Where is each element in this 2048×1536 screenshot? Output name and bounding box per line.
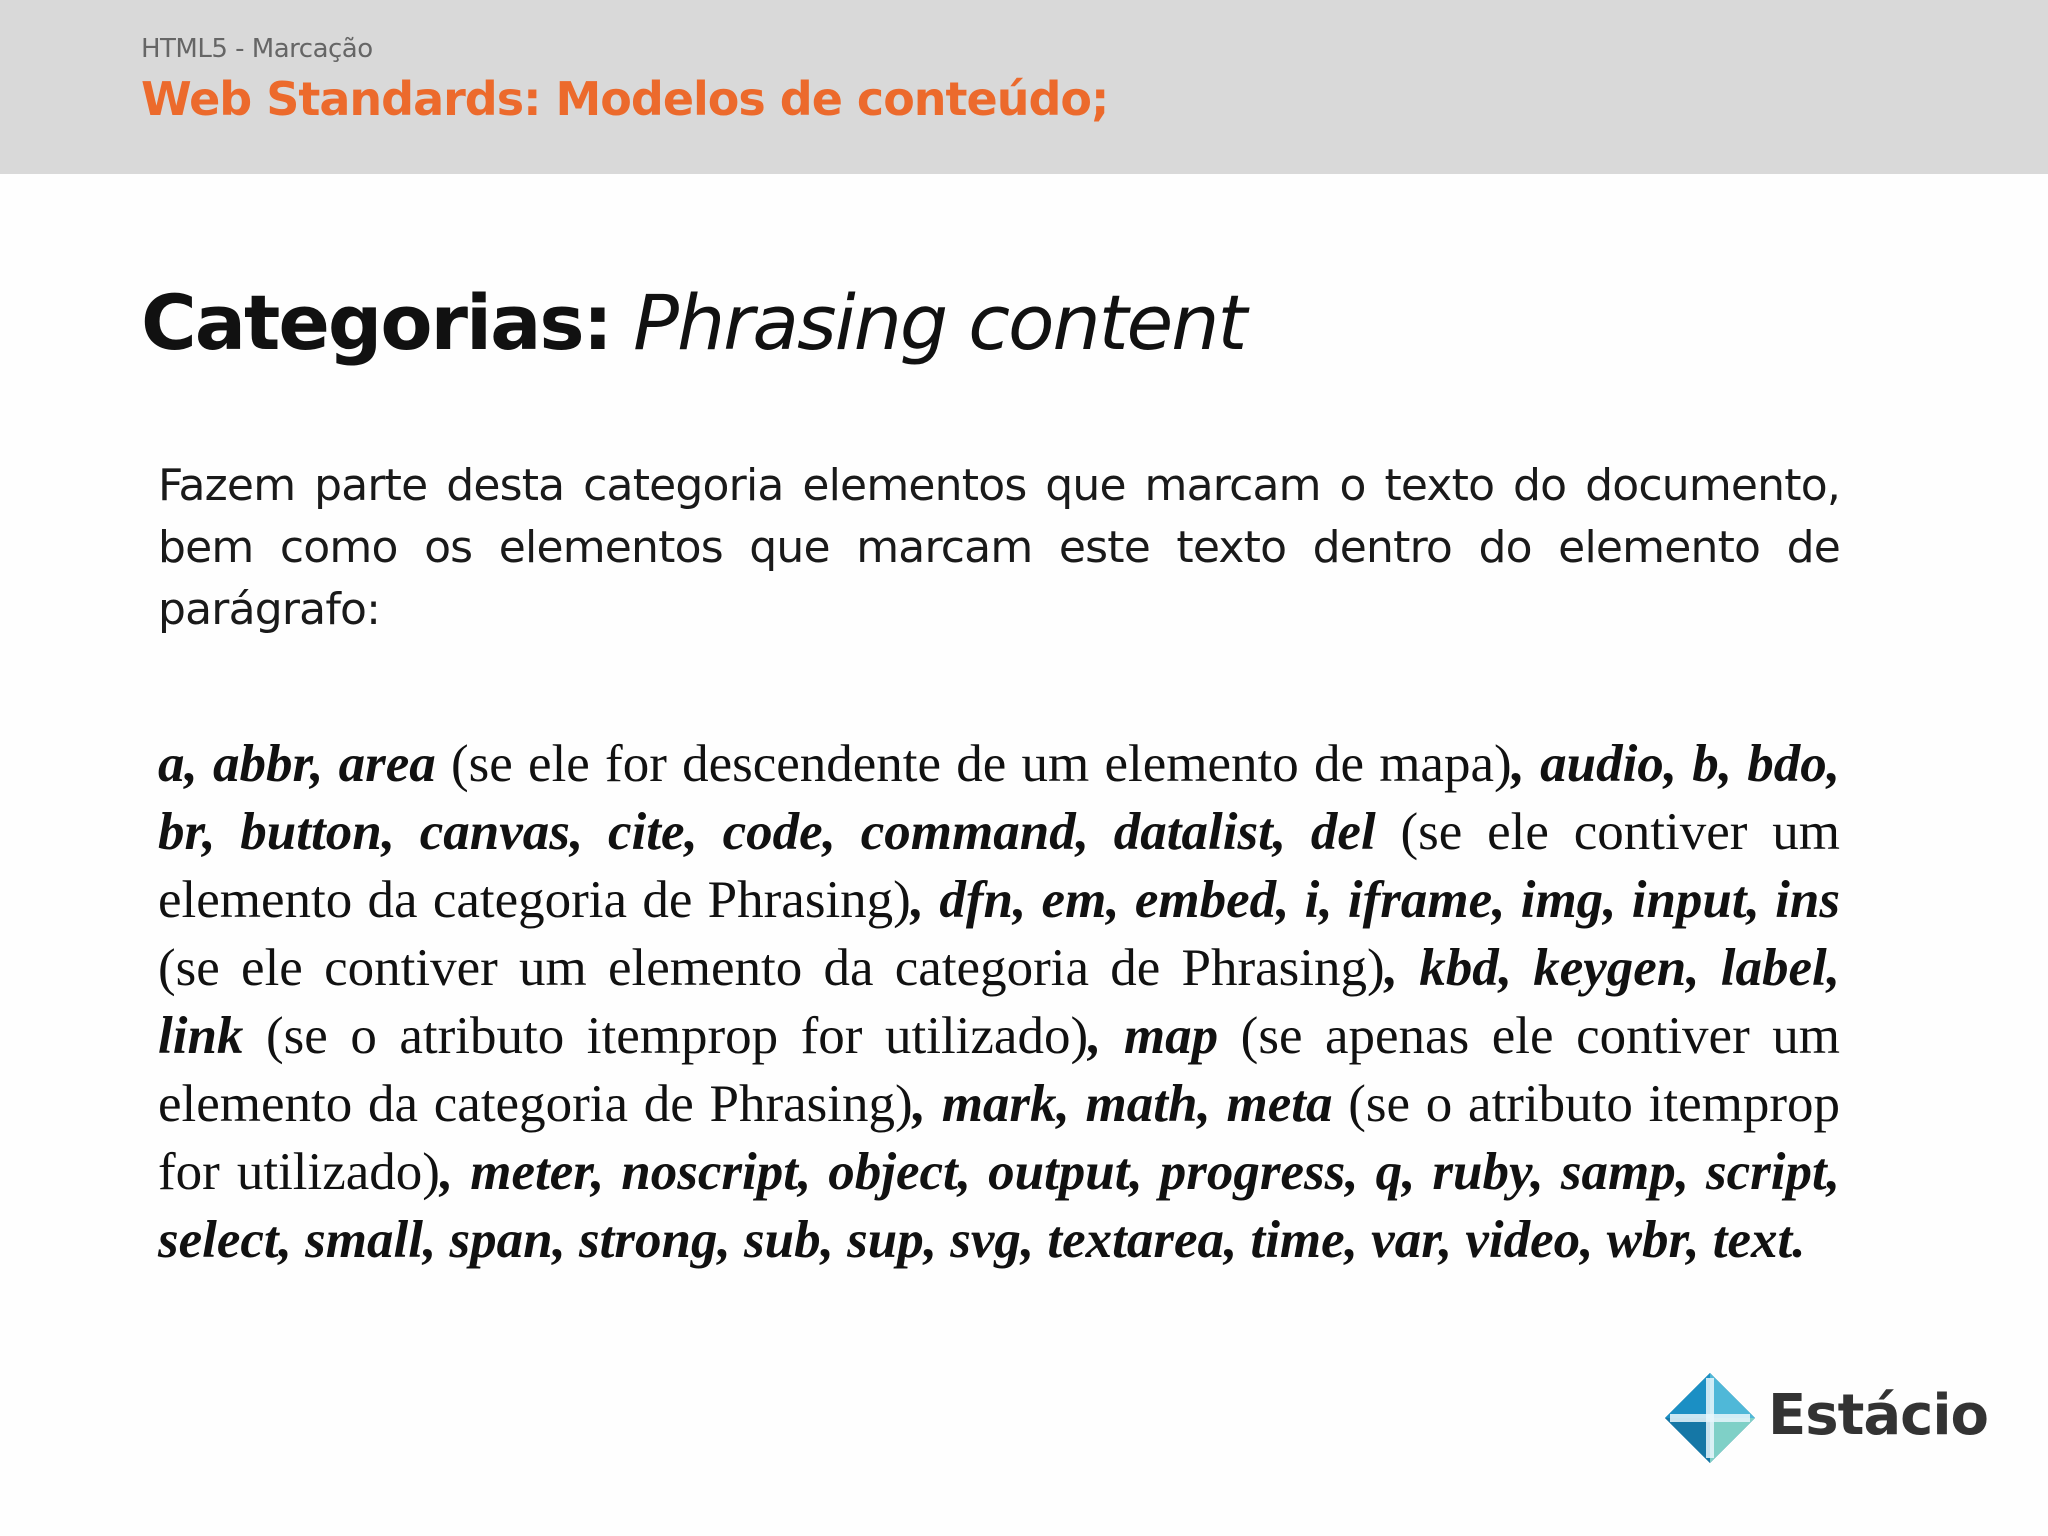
element-note: (se o atributo itemprop for utilizado) <box>158 1075 1840 1201</box>
slide-title: Web Standards: Modelos de conteúdo; <box>141 72 1109 126</box>
element-note: (se ele contiver um elemento da categoria de Phrasing) <box>158 803 1840 929</box>
elements-paragraph <box>158 730 1840 1274</box>
element-names: , audio, b, bdo, br, button, canvas, cite, code, command, datalist, del <box>158 735 1840 861</box>
element-names: , kbd, keygen, label, link <box>158 939 1840 1065</box>
page-heading <box>141 278 1245 367</box>
intro-paragraph: Fazem parte desta categoria elementos que marcam o texto do documento, bem como os elementos que marcam este texto dentro do elemento de parágrafo: <box>158 460 1840 635</box>
heading-topic: Phrasing content <box>633 278 1246 367</box>
element-note: (se o atributo itemprop for utilizado) <box>243 1007 1089 1065</box>
diamond-logo-icon <box>1665 1373 1755 1463</box>
element-names: , map <box>1088 1007 1219 1065</box>
element-note: (se ele for descendente de um elemento de mapa) <box>435 735 1512 793</box>
element-names: , mark, math, meta <box>912 1075 1333 1133</box>
logo-text: Estácio <box>1768 1383 1989 1448</box>
element-names: , dfn, em, embed, i, iframe, img, input, ins <box>910 871 1840 929</box>
element-names: , meter, noscript, object, output, progress, q, ruby, samp, script, select, small, span, strong, sub, sup, svg, textarea, time, var, video, wbr, text. <box>158 1143 1840 1269</box>
element-note: (se apenas ele contiver um elemento da categoria de Phrasing) <box>158 1007 1840 1133</box>
heading-label: Categorias: <box>141 278 611 367</box>
slide-header <box>0 0 2048 174</box>
element-names: a, abbr, area <box>158 735 436 793</box>
element-note: (se ele contiver um elemento da categoria de Phrasing) <box>158 939 1385 997</box>
breadcrumb: HTML5 - Marcação <box>141 34 373 64</box>
